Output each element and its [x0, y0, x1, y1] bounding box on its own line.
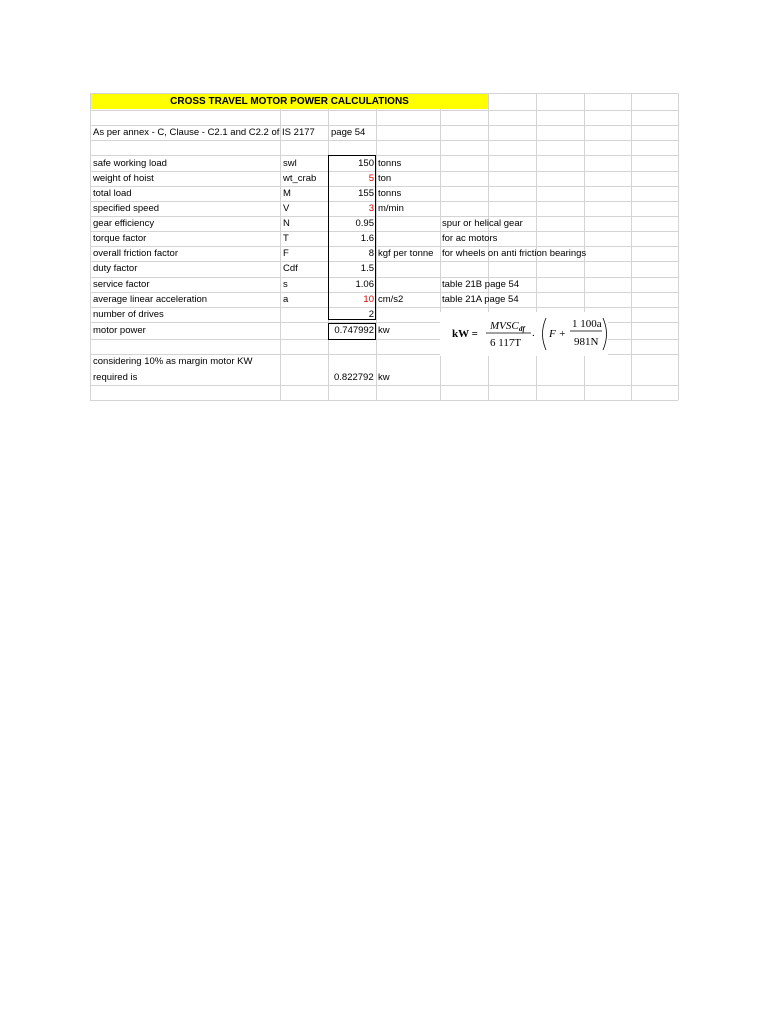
row-unit: tonns	[378, 158, 402, 169]
formula-den2: 981N	[574, 336, 599, 348]
row-label: average linear acceleration	[93, 294, 208, 305]
row-value: 0.747992	[334, 325, 374, 336]
formula-lhs: kW =	[452, 328, 478, 340]
formula-F: F +	[549, 328, 566, 340]
row-value: 3	[368, 203, 374, 214]
row-symbol: wt_crab	[283, 173, 317, 184]
row-symbol: s	[283, 279, 288, 290]
formula-den1: 6 117T	[490, 337, 522, 349]
row-value: 10	[363, 294, 374, 305]
row-label: overall friction factor	[93, 248, 179, 259]
reference-page: page 54	[331, 127, 366, 138]
row-label: motor power	[93, 325, 146, 336]
grid-line-horizontal	[90, 110, 678, 111]
row-value: 150	[358, 158, 374, 169]
row-symbol: M	[283, 188, 291, 199]
margin-text-line2: required is	[93, 372, 138, 383]
row-unit: ton	[378, 173, 392, 184]
row-note: table 21B page 54	[442, 279, 520, 290]
row-symbol: T	[283, 233, 289, 244]
formula-num1: MVSC	[490, 320, 519, 332]
grid-line-horizontal	[90, 400, 678, 401]
row-symbol: a	[283, 294, 289, 305]
row-label: safe working load	[93, 158, 167, 169]
formula-num1-sub: df	[519, 325, 525, 333]
row-note: for wheels on anti friction bearings	[442, 248, 587, 259]
motor-power-formula	[440, 312, 608, 356]
row-note: spur or helical gear	[442, 218, 523, 229]
row-unit: cm/s2	[378, 294, 404, 305]
formula-num2: 1 100a	[572, 318, 602, 330]
row-symbol: F	[283, 248, 289, 259]
row-label: total load	[93, 188, 132, 199]
row-value: 1.5	[360, 263, 374, 274]
grid-line-horizontal	[90, 277, 678, 278]
row-symbol: Cdf	[283, 263, 298, 274]
value-column-border	[328, 155, 376, 320]
row-label: torque factor	[93, 233, 147, 244]
row-value: 155	[358, 188, 374, 199]
row-unit: kgf per tonne	[378, 248, 434, 259]
grid-line-vertical	[678, 93, 679, 400]
reference-text: As per annex - C, Clause - C2.1 and C2.2 of IS 2177	[93, 127, 315, 138]
row-label: gear efficiency	[93, 218, 155, 229]
margin-text-line1: considering 10% as margin motor KW	[93, 356, 253, 367]
margin-unit: kw	[378, 372, 390, 383]
row-symbol: swl	[283, 158, 297, 169]
row-unit: tonns	[378, 188, 402, 199]
row-label: service factor	[93, 279, 150, 290]
row-note: for ac motors	[442, 233, 498, 244]
sheet-title: CROSS TRAVEL MOTOR POWER CALCULATIONS	[91, 94, 488, 109]
row-label: duty factor	[93, 263, 138, 274]
row-value: 5	[368, 173, 374, 184]
margin-value: 0.822792	[334, 372, 374, 383]
row-symbol: V	[283, 203, 290, 214]
row-label: weight of hoist	[93, 173, 154, 184]
motor-power-border	[328, 323, 376, 340]
row-value: 2	[368, 309, 374, 320]
grid-line-horizontal	[90, 216, 678, 217]
grid-line-horizontal	[90, 140, 678, 141]
row-unit: kw	[378, 325, 390, 336]
row-unit: m/min	[378, 203, 404, 214]
row-value: 0.95	[355, 218, 374, 229]
row-label: number of drives	[93, 309, 164, 320]
grid-line-horizontal	[90, 385, 678, 386]
row-value: 8	[368, 248, 374, 259]
spreadsheet	[90, 93, 678, 401]
grid-line-horizontal	[90, 307, 678, 308]
row-label: specified speed	[93, 203, 160, 214]
formula-dot: .	[532, 327, 535, 339]
grid-line-horizontal	[90, 261, 678, 262]
grid-line-horizontal	[90, 231, 678, 232]
row-value: 1.6	[360, 233, 374, 244]
row-value: 1.06	[355, 279, 374, 290]
row-note: table 21A page 54	[442, 294, 519, 305]
row-symbol: N	[283, 218, 290, 229]
